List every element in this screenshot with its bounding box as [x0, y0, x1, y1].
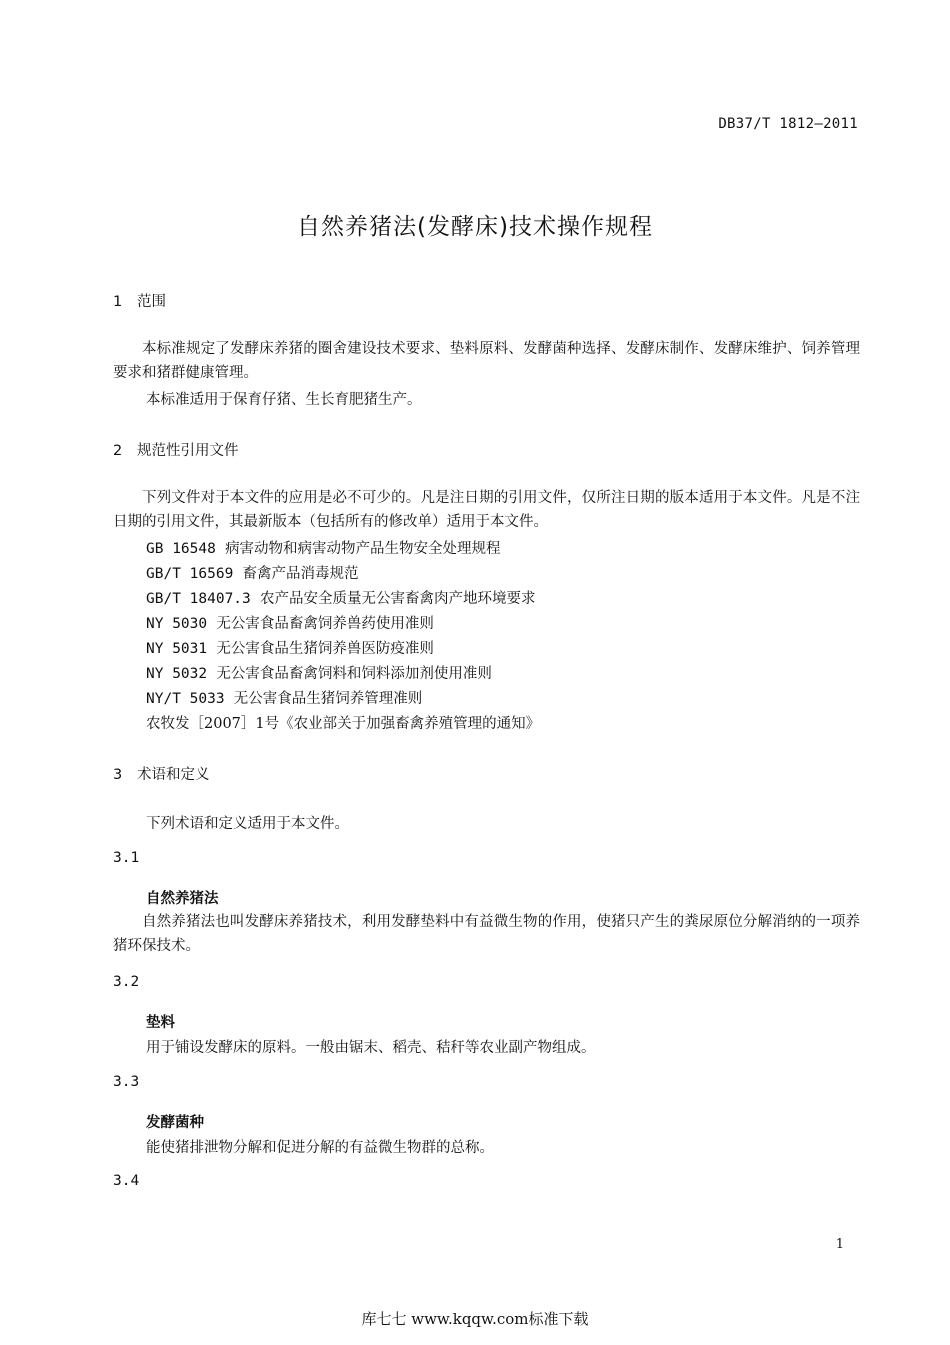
reference-title: 畜禽产品消毒规范 [242, 566, 359, 582]
section-3-paragraph-1: 下列术语和定义适用于本文件。 [146, 816, 349, 832]
section-number: 2 [113, 443, 123, 459]
reference-item [146, 687, 422, 708]
section-title: 范围 [137, 294, 166, 310]
standard-code: DB37/T 1812—2011 [718, 116, 858, 132]
clause-number: 3.1 [113, 850, 140, 866]
reference-code: NY/T 5033 [146, 691, 225, 707]
term-name: 垫料 [146, 1015, 175, 1031]
term-definition: 自然养猪法也叫发酵床养猪技术，利用发酵垫料中有益微生物的作用，使猪只产生的粪尿原位分解消纳的一项养猪环保技术。 [113, 914, 860, 954]
reference-item [146, 712, 540, 733]
section-title: 术语和定义 [137, 767, 210, 783]
reference-code: NY 5031 [146, 641, 208, 657]
reference-code: NY 5032 [146, 666, 208, 682]
reference-title: 病害动物和病害动物产品生物安全处理规程 [225, 541, 501, 557]
footer-watermark: 库七七 www.kqqw.com标准下载 [361, 1310, 589, 1328]
document-title: 自然养猪法(发酵床)技术操作规程 [297, 214, 653, 240]
page-number: 1 [835, 1237, 844, 1252]
reference-title: 无公害食品畜禽饲料和饲料添加剂使用准则 [216, 666, 492, 682]
section-3-heading [113, 763, 210, 784]
reference-item [146, 587, 535, 608]
reference-title: 无公害食品生猪饲养兽医防疫准则 [216, 641, 434, 657]
section-2-heading [113, 439, 239, 460]
reference-item [146, 612, 434, 633]
reference-item [146, 662, 492, 683]
reference-title: 农牧发［2007］1号《农业部关于加强畜禽养殖管理的通知》 [146, 716, 541, 732]
section-1-paragraph-2: 本标准适用于保育仔猪、生长育肥猪生产。 [146, 392, 422, 408]
section-2-paragraph-1: 下列文件对于本文件的应用是必不可少的。凡是注日期的引用文件，仅所注日期的版本适用于本文件。凡是不注日期的引用文件，其最新版本（包括所有的修改单）适用于本文件。 [113, 490, 860, 530]
reference-title: 无公害食品生猪饲养管理准则 [233, 691, 423, 707]
section-1-paragraph-1: 本标准规定了发酵床养猪的圈舍建设技术要求、垫料原料、发酵菌种选择、发酵床制作、发酵床维护、饲养管理要求和猪群健康管理。 [113, 341, 860, 381]
clause-number: 3.3 [113, 1074, 140, 1090]
section-number: 3 [113, 767, 123, 783]
term-definition: 用于铺设发酵床的原料。一般由锯末、稻壳、秸秆等农业副产物组成。 [146, 1040, 596, 1056]
reference-code: GB/T 16569 [146, 566, 234, 582]
reference-code: GB/T 18407.3 [146, 591, 251, 607]
reference-item [146, 562, 359, 583]
reference-code: NY 5030 [146, 616, 208, 632]
clause-number: 3.2 [113, 974, 140, 990]
section-title: 规范性引用文件 [137, 443, 239, 459]
term-name: 发酵菌种 [146, 1115, 204, 1131]
section-number: 1 [113, 294, 123, 310]
clause-number: 3.4 [113, 1173, 140, 1189]
term-name: 自然养猪法 [146, 891, 219, 907]
reference-title: 农产品安全质量无公害畜禽肉产地环境要求 [259, 591, 536, 607]
reference-title: 无公害食品畜禽饲养兽药使用准则 [216, 616, 434, 632]
reference-code: GB 16548 [146, 541, 216, 557]
section-1-heading [113, 290, 166, 311]
reference-item [146, 537, 501, 558]
term-definition: 能使猪排泄物分解和促进分解的有益微生物群的总称。 [146, 1140, 494, 1156]
reference-item [146, 637, 434, 658]
